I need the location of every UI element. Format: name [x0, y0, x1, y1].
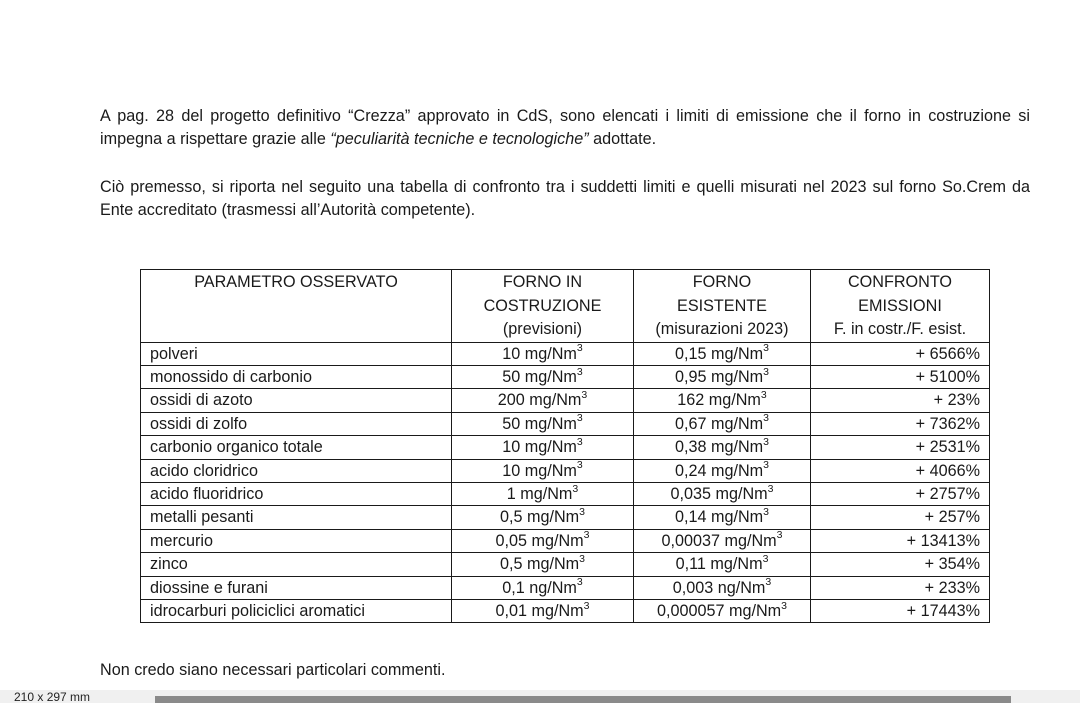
- table-row: [141, 412, 990, 435]
- cell-forno-esistente: 0,035 mg/Nm$^3$: [634, 482, 811, 505]
- cell-parametro: carbonio organico totale: [141, 436, 452, 459]
- superscript-3: 3: [760, 388, 767, 401]
- table-row: [141, 342, 990, 365]
- cell-confronto: + 2531%: [811, 436, 990, 459]
- horizontal-scrollbar[interactable]: [155, 696, 1011, 703]
- paper-size-label: 210 x 297 mm: [14, 690, 91, 704]
- superscript-3: 3: [781, 599, 788, 612]
- superscript-3: 3: [762, 552, 769, 565]
- header-parametro: PARAMETRO OSSERVATO: [141, 270, 452, 343]
- table-row: [141, 576, 990, 599]
- cell-forno-esistente: 0,000057 mg/Nm$^3$: [634, 599, 811, 622]
- table-row: [141, 389, 990, 412]
- cell-forno-esistente: 0,11 mg/Nm$^3$: [634, 553, 811, 576]
- cell-confronto: + 5100%: [811, 365, 990, 388]
- superscript-3: 3: [576, 412, 583, 425]
- cell-parametro: monossido di carbonio: [141, 365, 452, 388]
- cell-confronto: + 7362%: [811, 412, 990, 435]
- cell-confronto: + 257%: [811, 506, 990, 529]
- table-row: [141, 529, 990, 552]
- superscript-3: 3: [576, 576, 583, 589]
- table-row: [141, 365, 990, 388]
- intro-italic-quote: “peculiarità tecniche e tecnologiche”: [330, 130, 589, 148]
- cell-forno-costruzione: 0,5 mg/Nm$^3$: [452, 553, 634, 576]
- emissions-comparison-table: [140, 269, 990, 623]
- superscript-3: 3: [579, 505, 585, 518]
- cell-confronto: + 233%: [811, 576, 990, 599]
- superscript-3: 3: [576, 342, 583, 355]
- cell-confronto: + 6566%: [811, 342, 990, 365]
- cell-parametro: diossine e furani: [141, 576, 452, 599]
- cell-confronto: + 13413%: [811, 529, 990, 552]
- cell-forno-esistente: 0,003 ng/Nm$^3$: [634, 576, 811, 599]
- table-row: [141, 553, 990, 576]
- cell-parametro: polveri: [141, 342, 452, 365]
- cell-forno-esistente: 0,67 mg/Nm$^3$: [634, 412, 811, 435]
- intro-paragraph: [100, 105, 1030, 151]
- table-row: [141, 482, 990, 505]
- cell-confronto: + 354%: [811, 553, 990, 576]
- table-row: [141, 599, 990, 622]
- cell-parametro: idrocarburi policiclici aromatici: [141, 599, 452, 622]
- premise-paragraph: Ciò premesso, si riporta nel seguito una tabella di confronto tra i suddetti limiti e quelli misurati nel 2023 sul forno So.Crem da Ente accreditato (trasmessi all’Autorità competente).: [100, 178, 1030, 219]
- cell-forno-esistente: 0,15 mg/Nm$^3$: [634, 342, 811, 365]
- superscript-3: 3: [763, 365, 769, 378]
- cell-forno-costruzione: 200 mg/Nm$^3$: [452, 389, 634, 412]
- cell-forno-costruzione: 0,5 mg/Nm$^3$: [452, 506, 634, 529]
- table-header-row: [141, 270, 990, 343]
- superscript-3: 3: [572, 482, 579, 495]
- cell-parametro: ossidi di zolfo: [141, 412, 452, 435]
- superscript-3: 3: [763, 412, 769, 425]
- superscript-3: 3: [763, 505, 769, 518]
- cell-parametro: metalli pesanti: [141, 506, 452, 529]
- header-forno-esistente: FORNO ESISTENTE (misurazioni 2023): [634, 270, 811, 343]
- cell-parametro: acido fluoridrico: [141, 482, 452, 505]
- cell-confronto: + 4066%: [811, 459, 990, 482]
- cell-parametro: mercurio: [141, 529, 452, 552]
- superscript-3: 3: [763, 435, 769, 448]
- cell-forno-esistente: 162 mg/Nm$^3$: [634, 389, 811, 412]
- cell-forno-esistente: 0,14 mg/Nm$^3$: [634, 506, 811, 529]
- superscript-3: 3: [763, 342, 769, 355]
- cell-forno-esistente: 0,95 mg/Nm$^3$: [634, 365, 811, 388]
- superscript-3: 3: [576, 365, 583, 378]
- cell-forno-costruzione: 50 mg/Nm$^3$: [452, 412, 634, 435]
- table-row: [141, 506, 990, 529]
- cell-forno-esistente: 0,00037 mg/Nm$^3$: [634, 529, 811, 552]
- cell-parametro: acido cloridrico: [141, 459, 452, 482]
- table-row: [141, 459, 990, 482]
- cell-forno-costruzione: 50 mg/Nm$^3$: [452, 365, 634, 388]
- cell-forno-costruzione: 0,01 mg/Nm$^3$: [452, 599, 634, 622]
- cell-forno-esistente: 0,38 mg/Nm$^3$: [634, 436, 811, 459]
- superscript-3: 3: [776, 529, 783, 542]
- cell-confronto: + 17443%: [811, 599, 990, 622]
- cell-confronto: + 23%: [811, 389, 990, 412]
- cell-forno-costruzione: 10 mg/Nm$^3$: [452, 459, 634, 482]
- superscript-3: 3: [576, 435, 583, 448]
- intro-text: A pag. 28 del progetto definitivo “Crezza” approvato in CdS, sono elencati i limiti di emissione che il forno in costruzione si impegna a rispettare grazie alle: [100, 107, 1030, 148]
- cell-forno-costruzione: 10 mg/Nm$^3$: [452, 342, 634, 365]
- superscript-3: 3: [767, 482, 774, 495]
- superscript-3: 3: [581, 388, 588, 401]
- cell-parametro: ossidi di azoto: [141, 389, 452, 412]
- superscript-3: 3: [579, 552, 585, 565]
- cell-forno-costruzione: 0,1 ng/Nm$^3$: [452, 576, 634, 599]
- header-confronto: CONFRONTO EMISSIONI F. in costr./F. esist.: [811, 270, 990, 343]
- superscript-3: 3: [583, 599, 590, 612]
- table-row: [141, 436, 990, 459]
- closing-paragraph: Non credo siano necessari particolari commenti.: [100, 661, 446, 679]
- cell-confronto: + 2757%: [811, 482, 990, 505]
- header-forno-costruzione: FORNO IN COSTRUZIONE (previsioni): [452, 270, 634, 343]
- cell-forno-esistente: 0,24 mg/Nm$^3$: [634, 459, 811, 482]
- intro-text-end: adottate.: [588, 130, 657, 148]
- superscript-3: 3: [765, 576, 772, 589]
- cell-forno-costruzione: 1 mg/Nm$^3$: [452, 482, 634, 505]
- superscript-3: 3: [576, 459, 583, 472]
- table-body: [141, 342, 990, 623]
- cell-parametro: zinco: [141, 553, 452, 576]
- superscript-3: 3: [763, 459, 769, 472]
- cell-forno-costruzione: 10 mg/Nm$^3$: [452, 436, 634, 459]
- cell-forno-costruzione: 0,05 mg/Nm$^3$: [452, 529, 634, 552]
- superscript-3: 3: [583, 529, 590, 542]
